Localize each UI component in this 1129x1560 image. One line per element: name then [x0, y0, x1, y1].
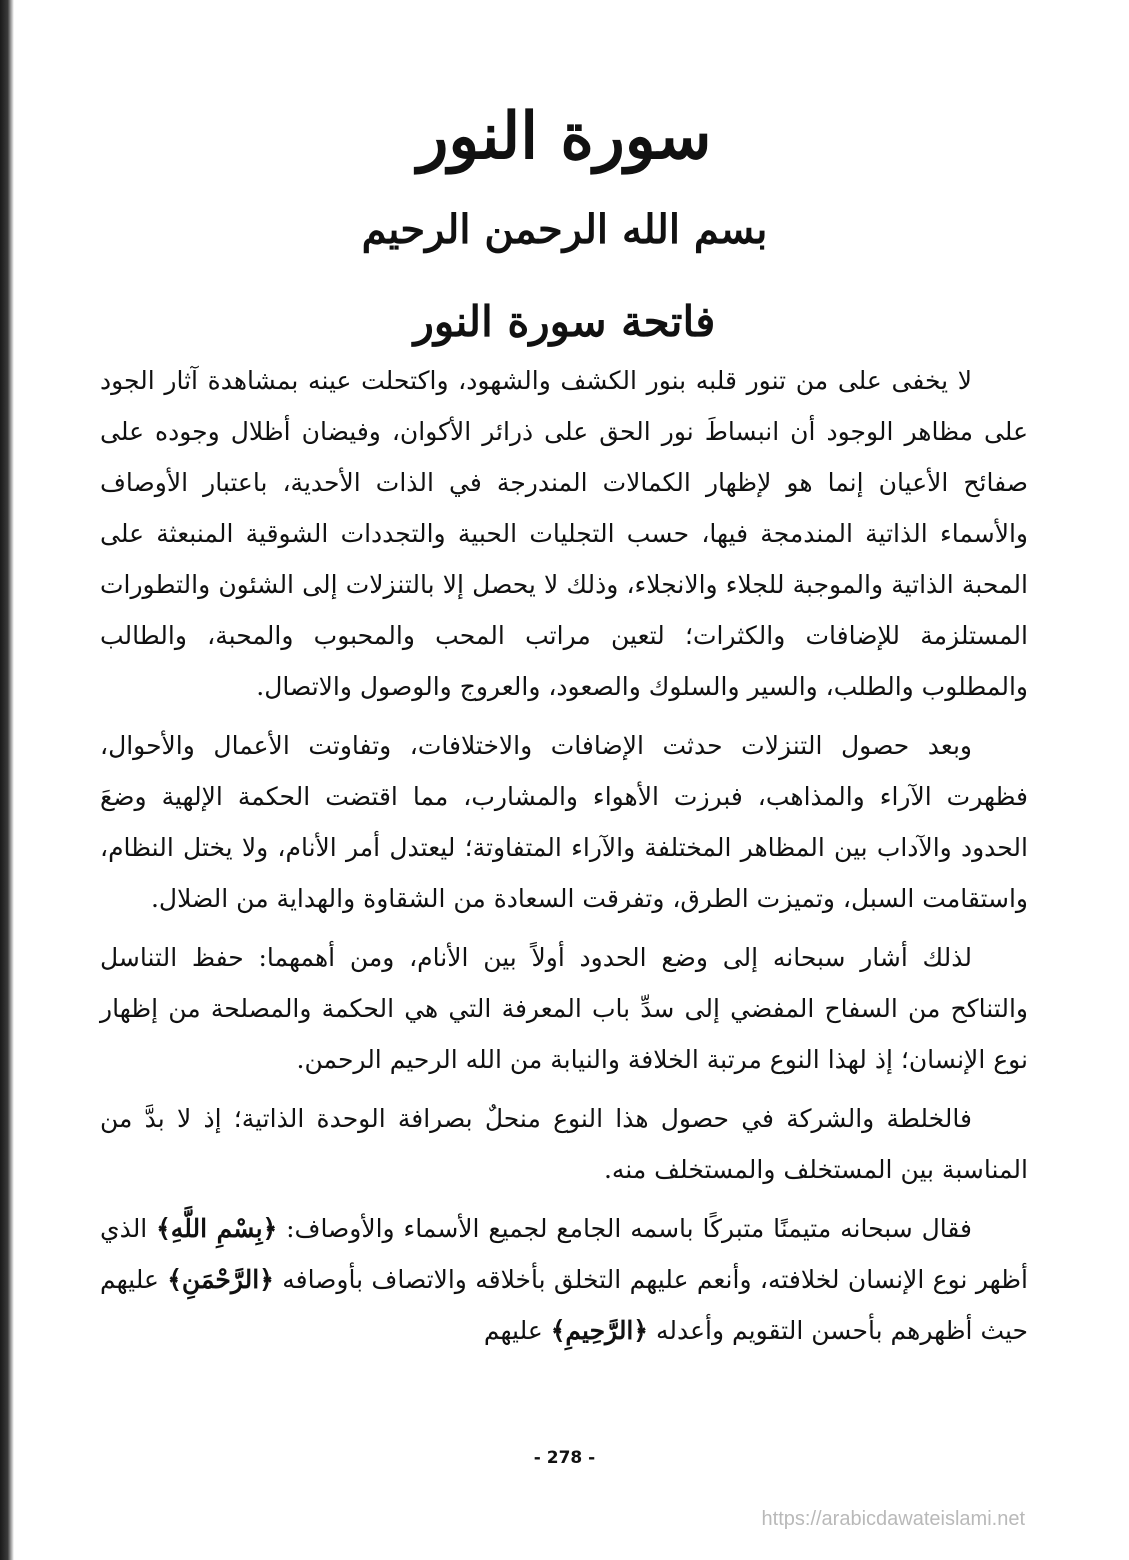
surah-title: سورة النور [417, 99, 712, 174]
quran-quote-bismillah: ﴿بِسْمِ اللَّهِ﴾ [156, 1214, 278, 1243]
paragraph-5-text-3: عليهم حيث أظهرهم بأحسن التقويم وأعدله [100, 1265, 1028, 1345]
basmala-calligraphy: بسم الله الرحمن الرحيم [361, 206, 768, 253]
watermark-url: https://arabicdawateislami.net [761, 1508, 1025, 1530]
paragraph-5-text-4: عليهم [483, 1316, 551, 1345]
section-title: فاتحة سورة النور [413, 297, 716, 346]
paragraph-1: لا يخفى على من تنور قلبه بنور الكشف والشهود، واكتحلت عينه بمشاهدة آثار الجود على مظاهر الوجود أن انبساطَ نور الحق على ذرائر الأكوان، وفيضان أظلال وجوده على صفائح الأعيان إنما هو لإظهار الكمالات المندرجة في الذات الأحدية، باعتبار الأوصاف والأسماء الذاتية المندمجة فيها، حسب التجليات الحبية والتجددات الشوقية المنبعثة على المحبة الذاتية والموجبة للجلاء والانجلاء، وذلك لا يحصل إلا بالتنزلات إلى الشئون والتطورات المستلزمة للإضافات والكثرات؛ لتعين مراتب المحب والمحبوب والمحبة، والطالب والمطلوب والطلب، والسير والسلوك والصعود، والعروج والوصول والاتصال. [100, 366, 1029, 701]
paragraph-5-text-2: الذي أظهر نوع الإنسان لخلافته، وأنعم عليهم التخلق بأخلاقه والاتصاف بأوصافه [100, 1214, 1028, 1294]
quran-quote-rahim: ﴿الرَّحِيمِ﴾ [550, 1316, 649, 1345]
paragraph-5 [100, 1203, 1028, 1356]
paragraph-3: لذلك أشار سبحانه إلى وضع الحدود أولاً بين الأنام، ومن أهمهما: حفظ التناسل والتناكح من السفاح المفضي إلى سدِّ باب المعرفة التي هي الحكمة والمصلحة من إظهار نوع الإنسان؛ إذ لهذا النوع مرتبة الخلافة والنيابة من الله الرحيم الرحمن. [100, 943, 1028, 1074]
paragraph-4: فالخلطة والشركة في حصول هذا النوع منحلٌ بصرافة الوحدة الذاتية؛ إذ لا بدَّ من المناسبة بين المستخلف والمستخلف منه. [100, 1104, 1028, 1184]
paragraph-2: وبعد حصول التنزلات حدثت الإضافات والاختلافات، وتفاوتت الأعمال والأحوال، فظهرت الآراء والمذاهب، فبرزت الأهواء والمشارب، مما اقتضت الحكمة الإلهية وضعَ الحدود والآداب بين المظاهر المختلفة والآراء المتفاوتة؛ ليعتدل أمر الأنام، ولا يختل النظام، واستقامت السبل، وتميزت الطرق، وتفرقت السعادة من الشقاوة والهداية من الضلال. [100, 731, 1028, 913]
paragraph-5-text-1: فقال سبحانه متيمنًا متبركًا باسمه الجامع لجميع الأسماء والأوصاف: [277, 1214, 972, 1243]
page-body [100, 355, 1028, 1364]
page-number: - 278 - [533, 1448, 596, 1468]
quran-quote-rahman: ﴿الرَّحْمَنِ﴾ [167, 1265, 274, 1294]
